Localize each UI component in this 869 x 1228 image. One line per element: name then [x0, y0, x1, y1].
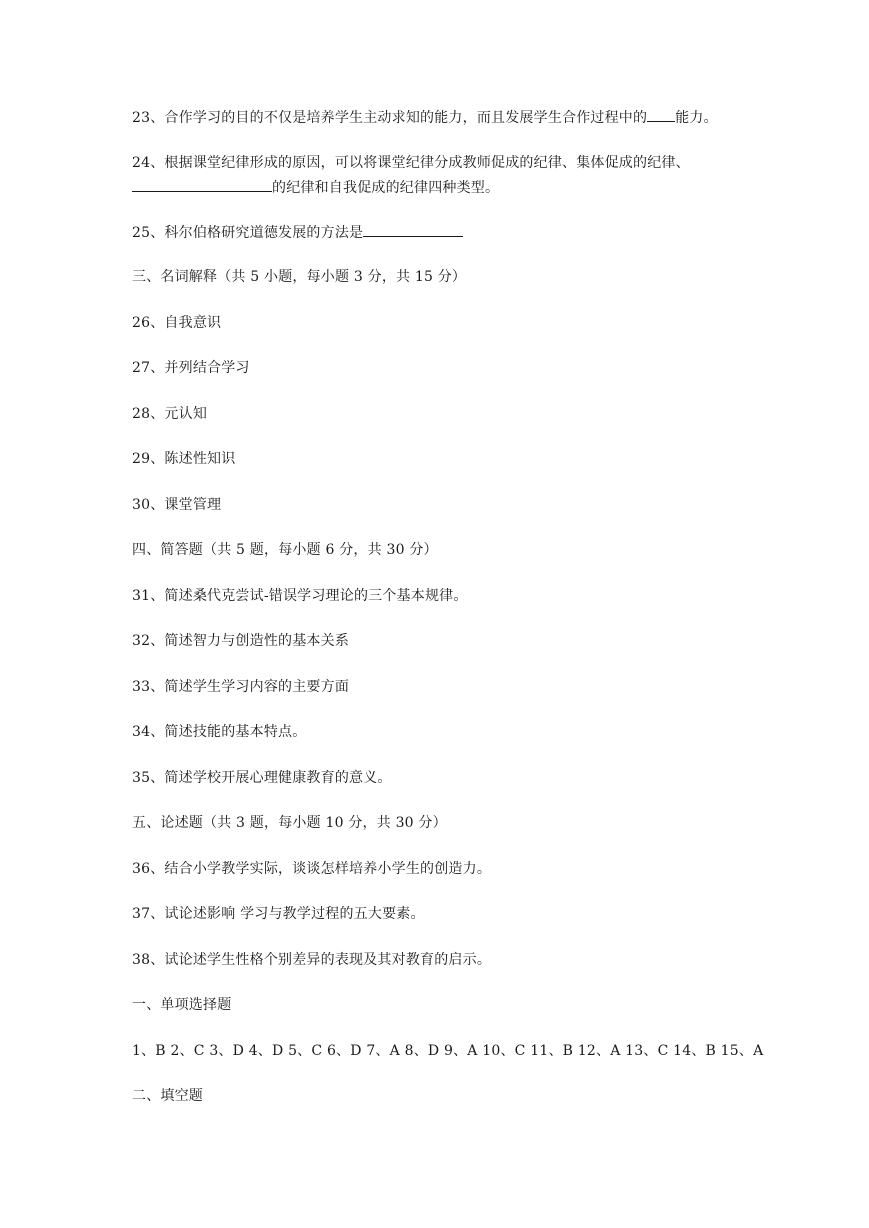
question-35: 35、简述学校开展心理健康教育的意义。: [132, 770, 392, 786]
answers-single-choice-list: 1、B 2、C 3、D 4、D 5、C 6、D 7、A 8、D 9、A 10、C 11、B 12、A 13、C 14、B 15、A: [132, 1043, 764, 1059]
answer-blank: [647, 107, 675, 122]
question-33: 33、简述学生学习内容的主要方面: [132, 679, 350, 695]
question-24-suffix: 的纪律和自我促成的纪律四种类型。: [272, 180, 500, 196]
question-23-suffix: 能力。: [675, 110, 718, 126]
section-4-heading: 四、简答题（共 5 题，每小题 6 分，共 30 分）: [132, 542, 438, 558]
question-24-line-2: [132, 177, 499, 197]
answer-blank: [132, 177, 272, 192]
question-34: 34、简述技能的基本特点。: [132, 724, 307, 740]
question-27: 27、并列结合学习: [132, 360, 250, 376]
question-37: 37、试论述影响 学习与教学过程的五大要素。: [132, 906, 425, 922]
question-23-text: 23、合作学习的目的不仅是培养学生主动求知的能力，而且发展学生合作过程中的: [132, 110, 648, 126]
question-28: 28、元认知: [132, 406, 208, 422]
section-3-heading: 三、名词解释（共 5 小题，每小题 3 分，共 15 分）: [132, 269, 467, 285]
question-25: [132, 222, 463, 242]
answers-fill-in-heading: 二、填空题: [132, 1088, 203, 1104]
question-23: [132, 107, 718, 127]
answer-blank: [363, 222, 463, 237]
answers-single-choice-heading: 一、单项选择题: [132, 997, 232, 1013]
question-26: 26、自我意识: [132, 315, 222, 331]
question-24-line-1: 24、根据课堂纪律形成的原因，可以将课堂纪律分成教师促成的纪律、集体促成的纪律、: [132, 155, 690, 171]
question-29: 29、陈述性知识: [132, 451, 236, 467]
question-36: 36、结合小学教学实际，谈谈怎样培养小学生的创造力。: [132, 861, 492, 877]
question-25-text: 25、科尔伯格研究道德发展的方法是: [132, 225, 364, 241]
section-5-heading: 五、论述题（共 3 题，每小题 10 分，共 30 分）: [132, 815, 447, 831]
question-32: 32、简述智力与创造性的基本关系: [132, 633, 350, 649]
question-30: 30、课堂管理: [132, 497, 222, 513]
question-38: 38、试论述学生性格个别差异的表现及其对教育的启示。: [132, 952, 492, 968]
question-31: 31、简述桑代克尝试-错误学习理论的三个基本规律。: [132, 588, 468, 604]
